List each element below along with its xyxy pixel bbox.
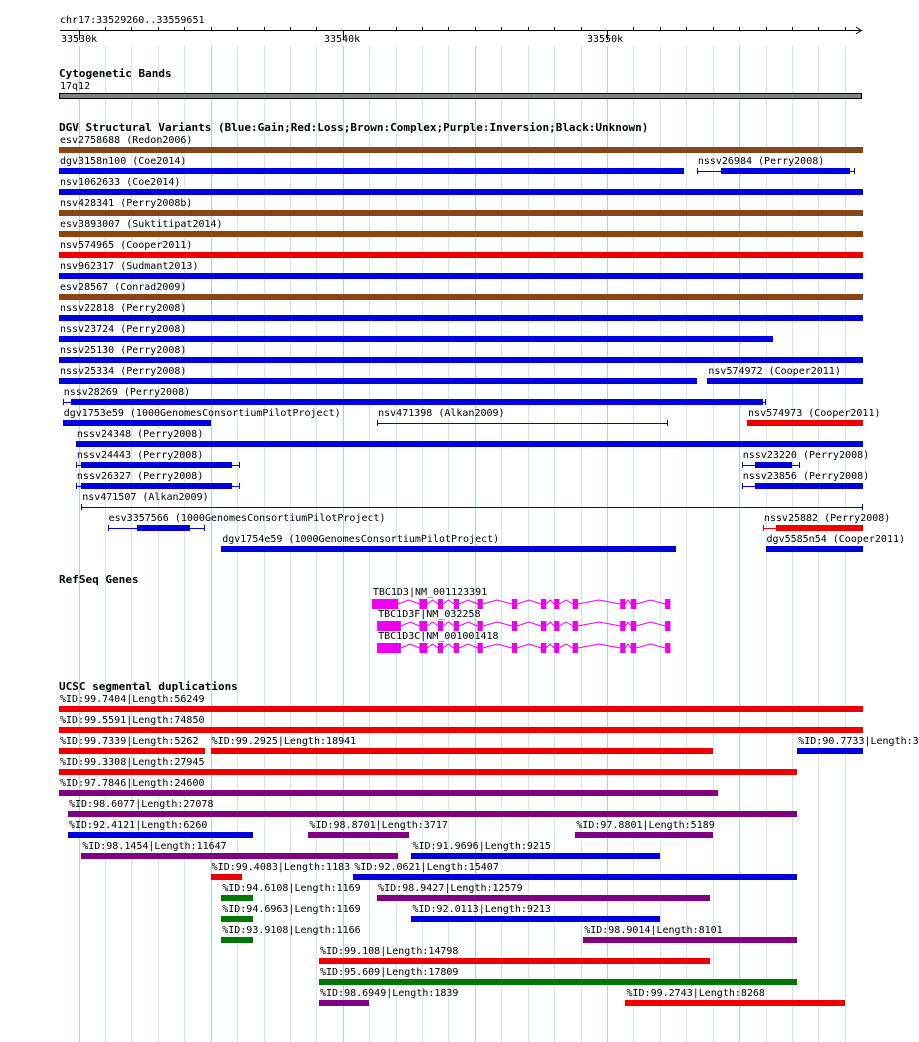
refseq-gene-label: TBC1D3|NM_001123391 — [372, 587, 488, 598]
segdup-label: %ID:92.4121|Length:6260 — [68, 820, 208, 831]
cytoband-bar[interactable] — [59, 93, 862, 99]
segdup-label: %ID:95.609|Length:17809 — [319, 967, 459, 978]
refseq-exon[interactable] — [512, 621, 517, 631]
refseq-intron — [559, 622, 572, 626]
refseq-intron — [636, 622, 665, 626]
refseq-exon[interactable] — [541, 643, 546, 653]
segdup-label: %ID:99.3308|Length:27945 — [60, 757, 205, 768]
refseq-intron — [427, 644, 438, 648]
dgv-variant-end-tick — [63, 399, 64, 405]
refseq-exon[interactable] — [377, 621, 401, 631]
dgv-variant-bar[interactable] — [59, 189, 863, 195]
dgv-variant-end-tick — [239, 462, 240, 468]
segdup-label: %ID:99.108|Length:14798 — [319, 946, 459, 957]
dgv-variant-label: nsv574973 (Cooper2011) — [748, 408, 881, 419]
dgv-variant-bar[interactable] — [59, 336, 773, 342]
dgv-variant-label: nssv25334 (Perry2008) — [60, 366, 187, 377]
refseq-intron — [578, 622, 620, 626]
dgv-variant-label: nsv574965 (Cooper2011) — [60, 240, 193, 251]
refseq-exon[interactable] — [372, 599, 398, 609]
refseq-intron — [578, 644, 620, 648]
segdup-bar[interactable] — [68, 832, 253, 838]
refseq-intron — [443, 622, 454, 626]
segdup-bar[interactable] — [377, 895, 710, 901]
segdup-bar[interactable] — [59, 727, 863, 733]
dgv-variant-bar[interactable] — [59, 210, 863, 216]
refseq-intron — [483, 622, 512, 626]
dgv-variant-label: esv28567 (Conrad2009) — [60, 282, 187, 293]
dgv-variant-bar[interactable] — [59, 273, 863, 279]
refseq-exon[interactable] — [512, 599, 517, 609]
refseq-exon[interactable] — [554, 621, 559, 631]
segdup-bar[interactable] — [353, 874, 797, 880]
dgv-variant-bar[interactable] — [59, 147, 863, 153]
segdup-bar[interactable] — [319, 958, 710, 964]
refseq-exon[interactable] — [438, 643, 443, 653]
refseq-exon[interactable] — [573, 599, 578, 609]
dgv-variant-end-tick — [81, 504, 82, 510]
segdup-label: %ID:97.8801|Length:5189 — [576, 820, 715, 831]
refseq-intron — [427, 622, 438, 626]
refseq-intron — [517, 600, 541, 604]
dgv-variant-bar[interactable] — [747, 420, 863, 426]
dgv-variant-bar[interactable] — [755, 462, 792, 468]
dgv-variant-bar[interactable] — [766, 546, 864, 552]
dgv-variant-bar[interactable] — [707, 378, 863, 384]
refseq-exon[interactable] — [620, 599, 625, 609]
dgv-variant-end-tick — [854, 168, 855, 174]
segdup-bar[interactable] — [211, 874, 243, 880]
refseq-gene-label: TBC1D3F|NM_032258 — [378, 609, 481, 620]
dgv-variant-end-tick — [377, 420, 378, 426]
dgv-variant-end-tick — [239, 483, 240, 489]
dgv-variant-bar[interactable] — [59, 252, 863, 258]
dgv-variant-bar[interactable] — [59, 294, 863, 300]
refseq-exon[interactable] — [454, 643, 459, 653]
refseq-intron — [443, 644, 454, 648]
dgv-variant-bar[interactable] — [76, 441, 863, 447]
dgv-variant-label: nssv25882 (Perry2008) — [763, 513, 891, 524]
refseq-intron — [483, 644, 512, 648]
ruler-tick-label: 33530k — [61, 34, 98, 45]
ruler-position-label: chr17:33529260..33559651 — [60, 15, 205, 26]
segdup-label: %ID:98.8701|Length:3717 — [309, 820, 448, 831]
refseq-intron — [559, 644, 572, 648]
segdup-bar[interactable] — [411, 853, 659, 859]
dgv-variant-label: dgv1754e59 (1000GenomesConsortiumPilotProject) — [222, 534, 500, 545]
refseq-intron — [546, 600, 554, 604]
segdup-bar[interactable] — [575, 832, 712, 838]
refseq-track-title: RefSeq Genes — [59, 573, 139, 586]
refseq-intron — [517, 644, 541, 648]
refseq-exon[interactable] — [478, 599, 483, 609]
dgv-variant-bar[interactable] — [59, 315, 863, 321]
dgv-variant-label: esv2758688 (Redon2006) — [60, 135, 193, 146]
refseq-exon[interactable] — [541, 599, 546, 609]
refseq-intron — [625, 622, 630, 626]
dgv-variant-bar[interactable] — [63, 420, 211, 426]
refseq-intron — [517, 622, 541, 626]
dgv-variant-label: dgv5585n54 (Cooper2011) — [766, 534, 906, 545]
refseq-exon[interactable] — [665, 599, 670, 609]
dgv-variant-bar[interactable] — [59, 357, 863, 363]
segdup-track-title: UCSC segmental duplications — [59, 680, 238, 693]
segdup-bar[interactable] — [319, 1000, 369, 1006]
refseq-exon[interactable] — [573, 643, 578, 653]
segdup-bar[interactable] — [81, 853, 398, 859]
refseq-exon[interactable] — [554, 643, 559, 653]
dgv-variant-end-tick — [799, 462, 800, 468]
refseq-exon[interactable] — [631, 621, 636, 631]
cytoband-track-title: Cytogenetic Bands — [59, 67, 172, 80]
refseq-exon[interactable] — [631, 643, 636, 653]
segdup-label: %ID:94.6108|Length:1169 — [222, 883, 361, 894]
refseq-exon[interactable] — [665, 621, 670, 631]
dgv-variant-span-line[interactable] — [377, 423, 668, 424]
refseq-exon[interactable] — [454, 621, 459, 631]
refseq-exon[interactable] — [541, 621, 546, 631]
segdup-bar[interactable] — [411, 916, 659, 922]
segdup-bar[interactable] — [583, 937, 797, 943]
refseq-exon[interactable] — [377, 643, 401, 653]
refseq-exon[interactable] — [620, 621, 625, 631]
segdup-label: %ID:98.6949|Length:1839 — [319, 988, 459, 999]
dgv-variant-label: nsv428341 (Perry2008b) — [60, 198, 193, 209]
segdup-label: %ID:99.2925|Length:18941 — [211, 736, 357, 747]
refseq-intron — [483, 600, 512, 604]
dgv-variant-bar[interactable] — [137, 525, 190, 531]
refseq-exon[interactable] — [620, 643, 625, 653]
dgv-variant-bar[interactable] — [755, 483, 863, 489]
dgv-variant-label: nssv23856 (Perry2008) — [742, 471, 870, 482]
refseq-intron — [559, 600, 572, 604]
refseq-exon[interactable] — [573, 621, 578, 631]
dgv-variant-end-tick — [763, 525, 764, 531]
refseq-exon[interactable] — [554, 599, 559, 609]
dgv-variant-label: dgv3158n100 (Coe2014) — [60, 156, 187, 167]
segdup-bar[interactable] — [59, 706, 863, 712]
ruler-tick-label: 33550k — [587, 34, 624, 45]
dgv-variant-end-tick — [697, 168, 698, 174]
segdup-bar[interactable] — [68, 811, 797, 817]
dgv-variant-end-tick — [76, 462, 77, 468]
segdup-label: %ID:91.9696|Length:9215 — [412, 841, 551, 852]
refseq-exon[interactable] — [512, 643, 517, 653]
refseq-exon[interactable] — [454, 599, 459, 609]
dgv-variant-label: esv3357566 (1000GenomesConsortiumPilotProject) — [108, 513, 386, 524]
dgv-variant-label: nssv23220 (Perry2008) — [742, 450, 870, 461]
dgv-variant-label: nssv24443 (Perry2008) — [76, 450, 204, 461]
refseq-exon[interactable] — [478, 643, 483, 653]
dgv-variant-label: nssv24348 (Perry2008) — [76, 429, 204, 440]
dgv-variant-bar[interactable] — [59, 378, 697, 384]
segdup-label: %ID:99.5591|Length:74850 — [60, 715, 205, 726]
dgv-variant-end-tick — [742, 483, 743, 489]
segdup-label: %ID:99.7404|Length:56249 — [60, 694, 205, 705]
dgv-variant-label: nssv26984 (Perry2008) — [697, 156, 825, 167]
dgv-variant-end-tick — [742, 462, 743, 468]
refseq-intron — [625, 644, 630, 648]
segdup-label: %ID:92.0621|Length:15407 — [354, 862, 499, 873]
segdup-bar[interactable] — [59, 769, 797, 775]
dgv-variant-label: nssv26327 (Perry2008) — [76, 471, 204, 482]
refseq-intron — [443, 600, 454, 604]
refseq-intron — [636, 600, 665, 604]
refseq-exon[interactable] — [419, 643, 427, 653]
dgv-variant-label: nsv471398 (Alkan2009) — [378, 408, 505, 419]
dgv-variant-bar[interactable] — [221, 546, 675, 552]
segdup-label: %ID:93.9108|Length:1166 — [222, 925, 361, 936]
segdup-bar[interactable] — [319, 979, 797, 985]
refseq-exon[interactable] — [438, 621, 443, 631]
segdup-label: %ID:99.4083|Length:1183 — [211, 862, 351, 873]
dgv-variant-label: nsv1062633 (Coe2014) — [60, 177, 181, 188]
dgv-variant-label: nsv962317 (Sudmant2013) — [60, 261, 199, 272]
segdup-label: %ID:98.9427|Length:12579 — [378, 883, 523, 894]
refseq-exon[interactable] — [419, 621, 427, 631]
dgv-variant-span-line[interactable] — [81, 507, 863, 508]
dgv-variant-label: nssv25130 (Perry2008) — [60, 345, 187, 356]
segdup-bar[interactable] — [59, 748, 205, 754]
segdup-bar[interactable] — [308, 832, 408, 838]
segdup-bar[interactable] — [797, 748, 863, 754]
dgv-variant-bar[interactable] — [71, 399, 763, 405]
refseq-intron — [546, 622, 554, 626]
segdup-label: %ID:97.7846|Length:24600 — [60, 778, 205, 789]
dgv-variant-label: esv3893007 (Suktitipat2014) — [60, 219, 223, 230]
refseq-intron — [459, 644, 477, 648]
dgv-variant-end-tick — [667, 420, 668, 426]
refseq-intron — [401, 622, 419, 626]
segdup-bar[interactable] — [59, 790, 718, 796]
dgv-variant-bar[interactable] — [81, 462, 232, 468]
ruler-axis — [0, 0, 890, 60]
dgv-variant-end-tick — [862, 504, 863, 510]
segdup-bar[interactable] — [221, 937, 253, 943]
refseq-exon[interactable] — [665, 643, 670, 653]
refseq-intron — [398, 600, 419, 604]
refseq-intron — [427, 600, 438, 604]
dgv-variant-end-tick — [76, 483, 77, 489]
segdup-label: %ID:98.6077|Length:27078 — [68, 799, 214, 810]
refseq-gene-model[interactable] — [0, 642, 890, 654]
segdup-label: %ID:92.0113|Length:9213 — [412, 904, 551, 915]
dgv-variant-label: dgv1753e59 (1000GenomesConsortiumPilotProject) — [63, 408, 341, 419]
refseq-gene-label: TBC1D3C|NM_001001418 — [378, 631, 499, 642]
dgv-variant-bar[interactable] — [776, 525, 863, 531]
dgv-variant-label: nssv22818 (Perry2008) — [60, 303, 187, 314]
dgv-variant-end-tick — [108, 525, 109, 531]
dgv-variant-end-tick — [765, 399, 766, 405]
segdup-bar[interactable] — [221, 916, 253, 922]
refseq-exon[interactable] — [478, 621, 483, 631]
dgv-variant-label: nssv28269 (Perry2008) — [63, 387, 191, 398]
refseq-intron — [459, 622, 477, 626]
dgv-variant-bar[interactable] — [59, 168, 684, 174]
refseq-exon[interactable] — [419, 599, 427, 609]
dgv-variant-label: nsv471507 (Alkan2009) — [82, 492, 209, 503]
ruler-tick-label: 33540k — [324, 34, 361, 45]
dgv-variant-label: nssv23724 (Perry2008) — [60, 324, 187, 335]
dgv-track-title: DGV Structural Variants (Blue:Gain;Red:Loss;Brown:Complex;Purple:Inversion;Black:Unknown) — [59, 121, 649, 134]
refseq-intron — [625, 600, 630, 604]
dgv-variant-label: nsv574972 (Cooper2011) — [708, 366, 841, 377]
refseq-intron — [578, 600, 620, 604]
refseq-intron — [546, 644, 554, 648]
segdup-label: %ID:99.7339|Length:5262 — [60, 736, 199, 747]
segdup-label: %ID:99.2743|Length:8268 — [626, 988, 765, 999]
refseq-exon[interactable] — [438, 599, 443, 609]
segdup-bar[interactable] — [625, 1000, 844, 1006]
dgv-variant-bar[interactable] — [721, 168, 850, 174]
refseq-exon[interactable] — [631, 599, 636, 609]
cytoband-label: 17q12 — [60, 81, 91, 92]
refseq-intron — [459, 600, 477, 604]
segdup-bar[interactable] — [221, 895, 253, 901]
refseq-intron — [636, 644, 665, 648]
dgv-variant-bar[interactable] — [59, 231, 863, 237]
segdup-label: %ID:98.1454|Length:11647 — [82, 841, 227, 852]
dgv-variant-bar[interactable] — [81, 483, 232, 489]
segdup-label: %ID:94.6963|Length:1169 — [222, 904, 361, 915]
segdup-label: %ID:90.7733|Length:3 — [798, 736, 919, 747]
segdup-label: %ID:98.9014|Length:8101 — [584, 925, 723, 936]
refseq-intron — [401, 644, 419, 648]
dgv-variant-end-tick — [204, 525, 205, 531]
segdup-bar[interactable] — [211, 748, 713, 754]
